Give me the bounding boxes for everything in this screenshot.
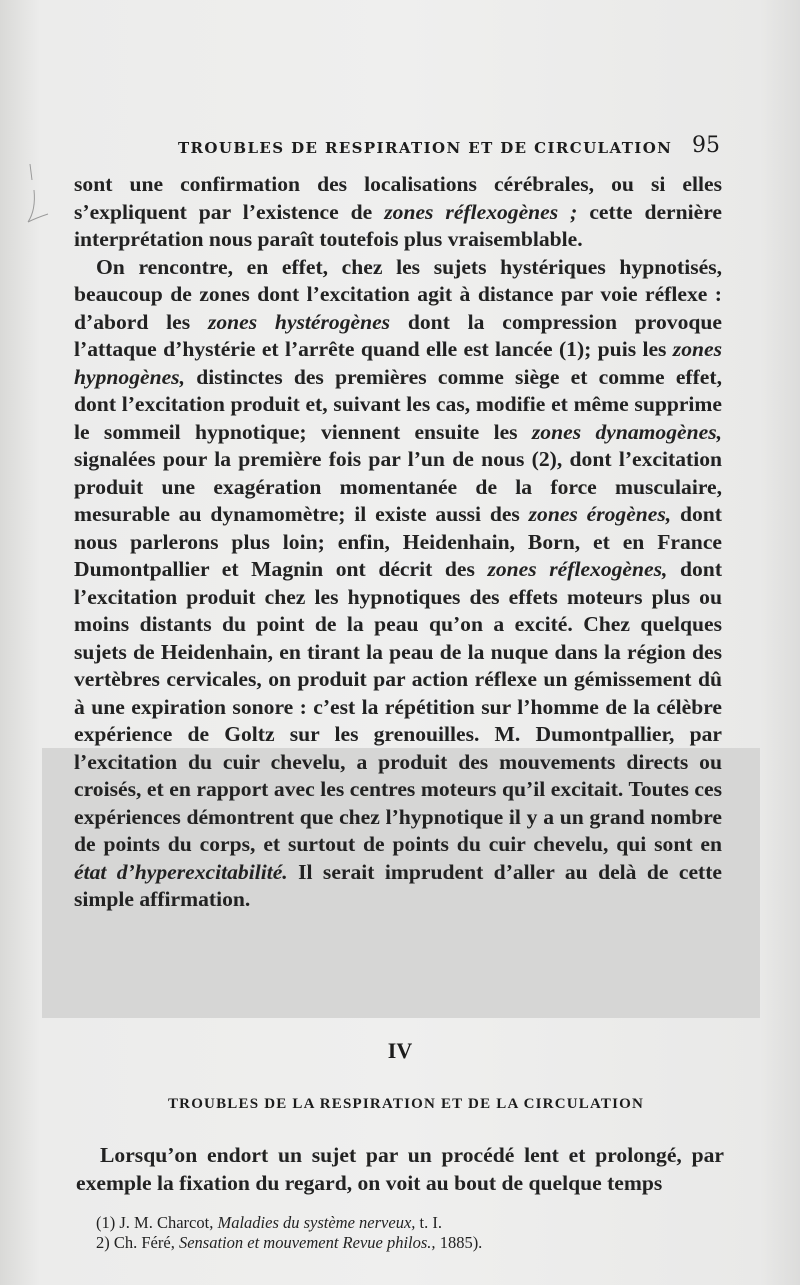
footnote-title: Maladies du système nerveux, (217, 1213, 416, 1232)
running-head (170, 133, 720, 160)
section-number: IV (387, 1038, 413, 1063)
paragraph (74, 254, 722, 914)
text-run: Il serait imprudent d’aller au delà de cette simple affirmation. (74, 859, 723, 911)
italic-run: zones hystérogènes (207, 309, 391, 334)
text-run: dont l’excitation produit chez les hypnotiques des effets moteurs plus ou moins distants du point de la peau qu’on a excité. Chez quelques sujets de Heidenhain, en tirant la peau de la nuque dans la région des vertèbres cervicales, on produit par action réflexe un gémissement dû à une expiration sonore : c’est la répétition sur l’homme de la célèbre expérience de Goltz sur les grenouilles. M. Dumontpallier, par l’excitation du cuir chevelu, a produit des mouvements directs ou croisés, et en rapport avec les centres moteurs qu’il excitait. Toutes ces expériences démontrent que chez l’hypnotique il y a un grand nombre de points du corps, et surtout de points du cuir chevelu, qui sont en (74, 557, 723, 856)
italic-run: zones réflexogènes, (487, 557, 668, 581)
footnote-title: Sensation et mouvement Revue philos., (178, 1233, 436, 1252)
footnote-mark: 2) (96, 1233, 110, 1252)
running-title: TROUBLES DE RESPIRATION ET DE CIRCULATION (178, 139, 673, 157)
text-run: signalées pour la première fois par l’un de nous (2), dont l’excitation produit une exagération momentanée de la force musculaire, mesurable au dynamomètre; il existe aussi des (74, 447, 722, 526)
italic-run: zones érogènes, (528, 502, 672, 526)
body-text-section (76, 1141, 724, 1197)
text-run: distinctes des premières comme siège et comme effet, dont l’excitation produit et, suivant les cas, modifie et même supprime le sommeil hypnotique; viennent ensuite les (74, 364, 722, 444)
footnote-mark: (1) (96, 1213, 116, 1232)
page-number: 95 (692, 133, 720, 158)
text-run: On rencontre, en effet, chez les sujets hystériques hypnotisés, beaucoup de zones dont l’excitation agit à distance par voie réflexe : d’abord les (74, 254, 722, 334)
section-title: TROUBLES DE LA RESPIRATION ET DE LA CIRCULATION (167, 1096, 645, 1112)
text-run: dont nous parlerons plus loin; enfin, Heidenhain, Born, et en France Dumontpallier et Magnin ont décrit des (74, 502, 722, 581)
text-run: dont la compression provoque l’attaque d’hystérie et l’arrête quand elle est lancée (1); puis les (74, 309, 722, 361)
text-run: sont une confirmation des localisations cérébrales, ou si elles s’expliquent par l’existence de (74, 172, 722, 224)
body-text (74, 171, 722, 914)
text-run: cette dernière interprétation nous paraît toutefois plus vraisemblable. (74, 199, 722, 251)
paragraph: Lorsqu’on endort un sujet par un procédé lent et prolongé, par exemple la fixation du regard, on voit au bout de quelque temps (76, 1143, 724, 1195)
paragraph (74, 171, 722, 254)
italic-run: zones dynamogènes, (531, 419, 722, 444)
footnote-rest: 1885). (439, 1233, 483, 1252)
footnote-rest: t. I. (419, 1213, 442, 1232)
footnote-1 (96, 1213, 696, 1233)
footnote-author: J. M. Charcot, (119, 1213, 214, 1232)
italic-run: état d’hyperexcitabilité. (74, 859, 288, 884)
margin-pencil-mark (22, 160, 62, 230)
italic-run: zones hypnogènes, (74, 337, 722, 389)
footnote-2 (96, 1233, 696, 1253)
pencil-scribble-icon (22, 160, 62, 230)
italic-run: zones réflexogènes ; (384, 199, 578, 224)
footnote-author: Ch. Féré, (113, 1233, 175, 1252)
footnotes (96, 1213, 696, 1253)
